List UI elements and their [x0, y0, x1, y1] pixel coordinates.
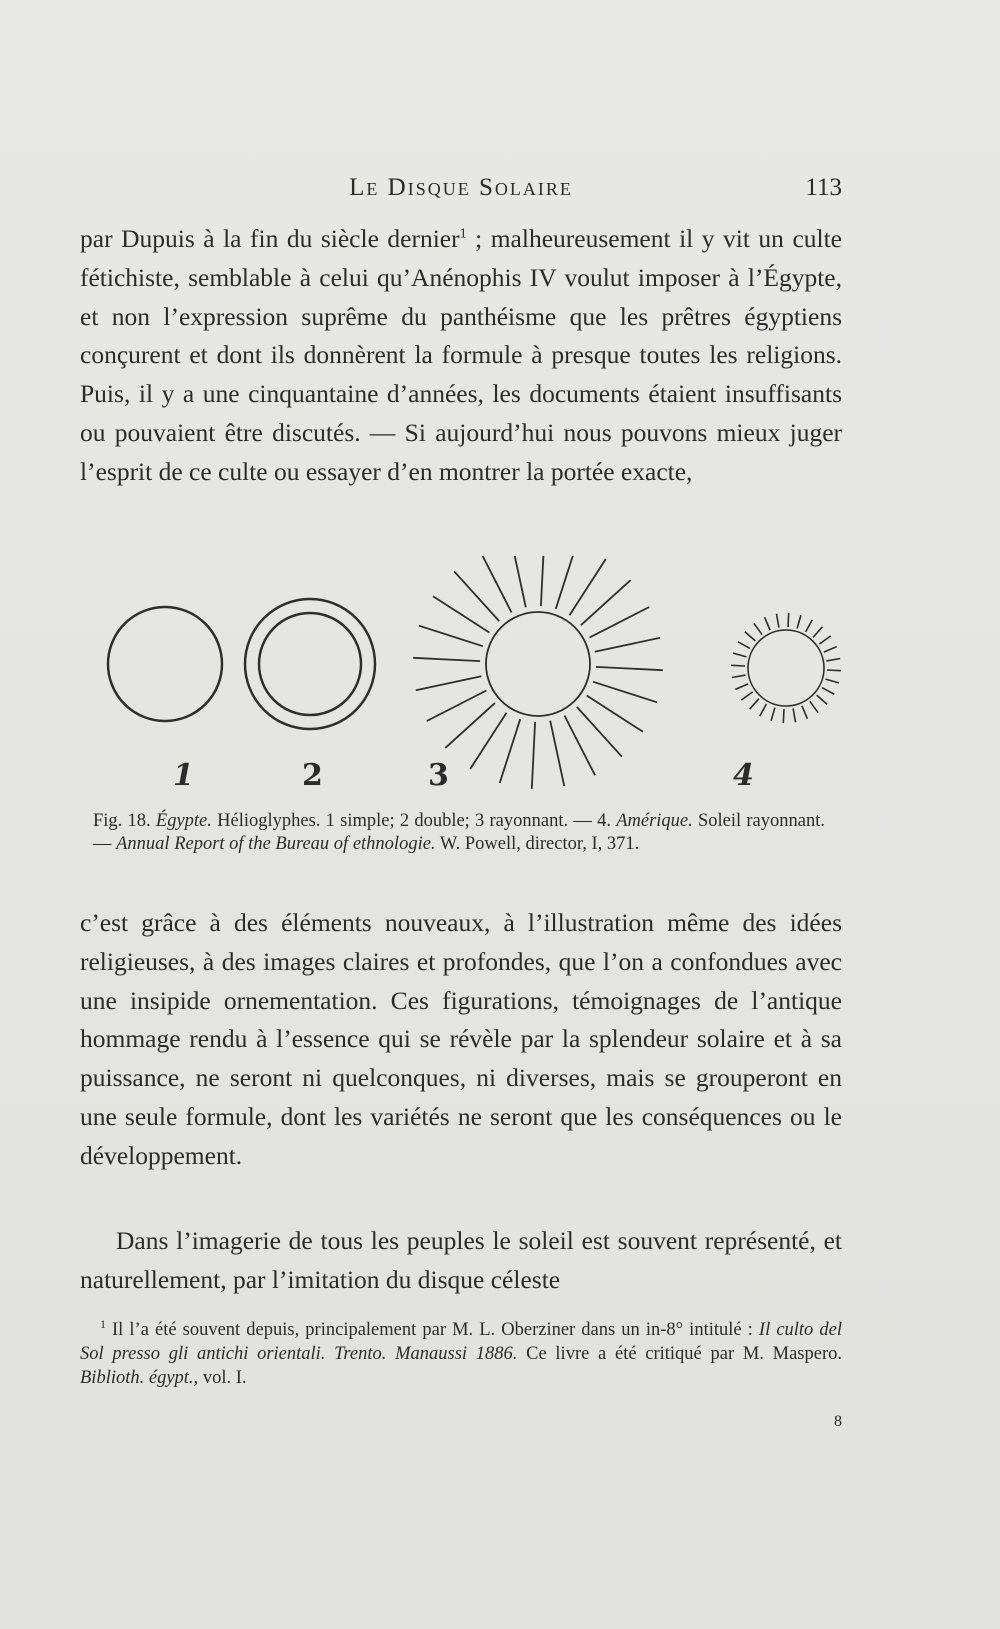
footnote-text-3: vol. I.: [198, 1368, 247, 1388]
footnote-title: Il culto del Sol presso gli antichi orientali. Trento. Manaussi 1886.: [80, 1320, 842, 1364]
paragraph-1-start: par Dupuis à la fin du siècle dernier: [80, 224, 460, 253]
caption-place-egypte: Égypte.: [155, 811, 212, 831]
figure-label-3: 3: [428, 758, 449, 793]
figure-label-1: 1: [173, 758, 194, 793]
caption-text-2: Soleil rayonnant. —: [93, 811, 825, 854]
caption-text-1: Hélioglyphes. 1 simple; 2 double; 3 rayonnant. — 4.: [211, 811, 617, 831]
sun-disk-double: [245, 599, 375, 729]
paragraph-2: c’est grâce à des éléments nouveaux, à l’illustration même des idées religieuses, à des images claires et profondes, que l’on a confondues avec une insipide ornementation. Ces figurations, témoignages de l’antique hommage rendu à l’essence qui se révèle par la splendeur solaire et à sa puissance, ne seront ni quelconques, ni diverses, mais se grouperont en une seule formule, dont les variétés ne seront que les conséquences ou le développement.: [80, 908, 842, 1170]
caption-prefix: Fig. 18.: [93, 811, 156, 831]
footnote-text-1: Il l’a été souvent depuis, principalement par M. L. Oberziner dans un in-8° intitulé :: [112, 1320, 759, 1340]
running-title: Le Disque Solaire: [349, 174, 573, 201]
paragraph-1: [80, 220, 842, 492]
footnote: [80, 1318, 842, 1390]
sun-disk-radiant: [413, 556, 663, 789]
sun-radiant-american: [731, 613, 841, 723]
figure-label-2: 2: [302, 758, 323, 793]
footnote-text-2: Ce livre a été critiqué par M. Maspero.: [517, 1344, 842, 1364]
signature-mark: 8: [834, 1413, 842, 1430]
page-number: 113: [805, 174, 842, 201]
paragraph-3: Dans l’imagerie de tous les peuples le soleil est souvent représenté, et naturellement, par l’imitation du disque céleste: [80, 1226, 842, 1294]
caption-source: Annual Report of the Bureau of ethnologie.: [116, 834, 436, 854]
running-head: [80, 170, 842, 210]
figure-caption: [93, 810, 825, 856]
paragraph-1-rest: ; malheureusement il y vit un culte fétichiste, semblable à celui qu’Anénophis IV voulut imposer à l’Égypte, et non l’expression suprême du panthéisme que les prêtres égyptiens conçurent et dont ils donnèrent la formule à presque toutes les religions. Puis, il y a une cinquantaine d’années, les documents étaient insuffisants ou pouvaient être discutés. — Si aujourd’hui nous pouvons mieux juger l’esprit de ce culte ou essayer d’en montrer la portée exacte,: [80, 224, 842, 486]
footnote-marker: 1: [459, 226, 467, 242]
caption-place-amerique: Amérique.: [616, 811, 693, 831]
caption-text-3: W. Powell, director, I, 371.: [435, 834, 640, 854]
footnote-ref: Biblioth. égypt.,: [80, 1368, 199, 1388]
figure-label-4: 4: [733, 758, 754, 793]
sun-disk-simple: [108, 607, 222, 721]
figure-heliogylphs: [90, 556, 850, 806]
footnote-number: 1: [100, 1316, 106, 1331]
